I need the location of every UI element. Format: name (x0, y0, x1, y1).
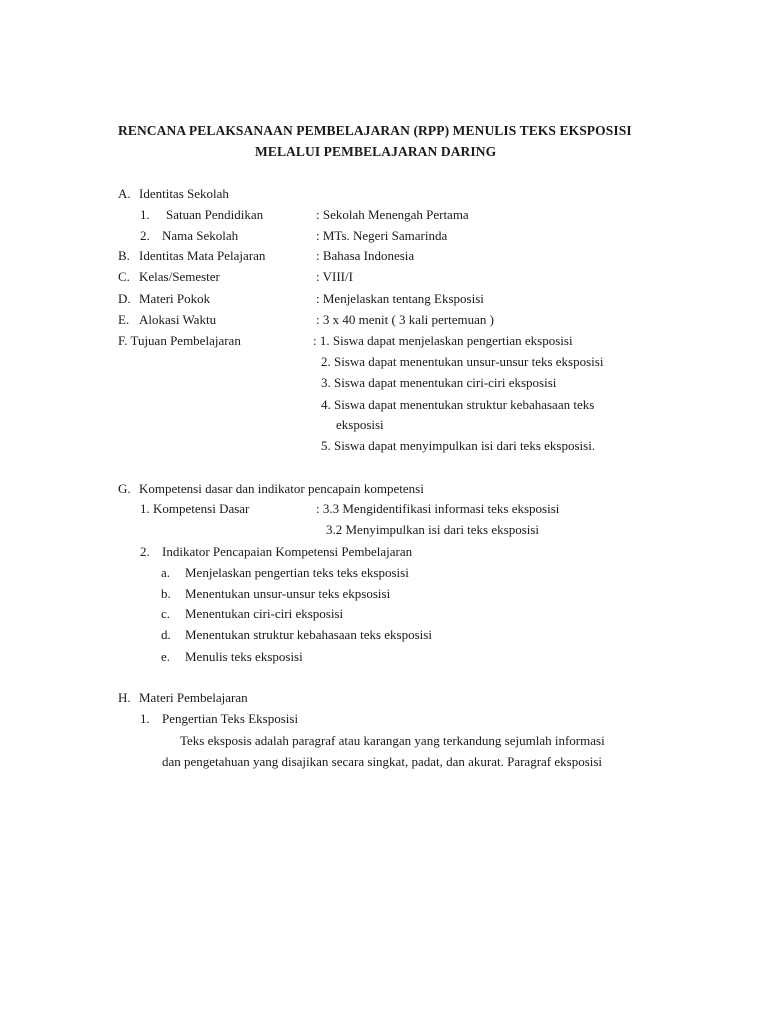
paragraph-line-1: Teks eksposis adalah paragraf atau karangan yang terkandung sejumlah informasi (180, 733, 605, 748)
section-b-value: : Bahasa Indonesia (316, 248, 415, 263)
section-a-item-2-label: Nama Sekolah (162, 228, 239, 243)
indicator-e-text: Menulis teks eksposisi (185, 649, 303, 664)
indicator-c-letter: c. (161, 606, 171, 621)
section-h-heading: Materi Pembelajaran (139, 690, 248, 705)
section-h-sub-num: 1. (140, 711, 150, 726)
section-e-marker: E. (118, 312, 130, 327)
section-a-item-1-label: Satuan Pendidikan (166, 207, 264, 222)
section-g-heading: Kompetensi dasar dan indikator pencapain kompetensi (139, 481, 424, 496)
section-a-item-1-num: 1. (140, 207, 150, 222)
section-f-item-4-cont: eksposisi (336, 417, 384, 432)
indicator-d-letter: d. (161, 627, 171, 642)
section-d-marker: D. (118, 291, 131, 306)
section-a-item-2-value: : MTs. Negeri Samarinda (316, 228, 448, 243)
section-f-item-2: 2. Siswa dapat menentukan unsur-unsur teks eksposisi (321, 354, 604, 369)
indicator-e-letter: e. (161, 649, 171, 664)
section-f-label: F. Tujuan Pembelajaran (118, 333, 241, 348)
section-g-indicator-num: 2. (140, 544, 150, 559)
section-h-marker: H. (118, 690, 131, 705)
section-g-marker: G. (118, 481, 131, 496)
document-title-line-2: MELALUI PEMBELAJARAN DARING (255, 144, 497, 159)
indicator-a-letter: a. (161, 565, 171, 580)
section-e-label: Alokasi Waktu (139, 312, 217, 327)
section-a-item-1-value: : Sekolah Menengah Pertama (316, 207, 469, 222)
section-f-item-3: 3. Siswa dapat menentukan ciri-ciri eksposisi (321, 375, 557, 390)
indicator-b-letter: b. (161, 586, 171, 601)
indicator-d-text: Menentukan struktur kebahasaan teks eksposisi (185, 627, 432, 642)
section-g-indicator-heading: Indikator Pencapaian Kompetensi Pembelajaran (162, 544, 413, 559)
section-a-marker: A. (118, 186, 131, 201)
section-f-item-4: 4. Siswa dapat menentukan struktur kebahasaan teks (321, 397, 595, 412)
section-f-item-5: 5. Siswa dapat menyimpulkan isi dari teks eksposisi. (321, 438, 596, 453)
section-h-sub-heading: Pengertian Teks Eksposisi (162, 711, 299, 726)
section-d-label: Materi Pokok (139, 291, 211, 306)
indicator-b-text: Menentukan unsur-unsur teks ekpsosisi (185, 586, 391, 601)
section-g-kd-item-1: : 3.3 Mengidentifikasi informasi teks eksposisi (316, 501, 560, 516)
section-e-value: : 3 x 40 menit ( 3 kali pertemuan ) (316, 312, 494, 327)
paragraph-line-2: dan pengetahuan yang disajikan secara singkat, padat, dan akurat. Paragraf eksposisi (162, 754, 603, 769)
section-b-label: Identitas Mata Pelajaran (139, 248, 266, 263)
section-b-marker: B. (118, 248, 130, 263)
section-c-label: Kelas/Semester (139, 269, 220, 284)
section-g-kd-label: 1. Kompetensi Dasar (140, 501, 250, 516)
indicator-a-text: Menjelaskan pengertian teks teks eksposisi (185, 565, 409, 580)
section-a-heading: Identitas Sekolah (139, 186, 229, 201)
section-a-item-2-num: 2. (140, 228, 150, 243)
indicator-c-text: Menentukan ciri-ciri eksposisi (185, 606, 344, 621)
section-c-marker: C. (118, 269, 130, 284)
section-c-value: : VIII/I (316, 269, 353, 284)
section-f-item-1: : 1. Siswa dapat menjelaskan pengertian eksposisi (313, 333, 573, 348)
document-title-line-1: RENCANA PELAKSANAAN PEMBELAJARAN (RPP) MENULIS TEKS EKSPOSISI (118, 123, 632, 138)
section-g-kd-item-2: 3.2 Menyimpulkan isi dari teks eksposisi (326, 522, 540, 537)
section-d-value: : Menjelaskan tentang Eksposisi (316, 291, 484, 306)
